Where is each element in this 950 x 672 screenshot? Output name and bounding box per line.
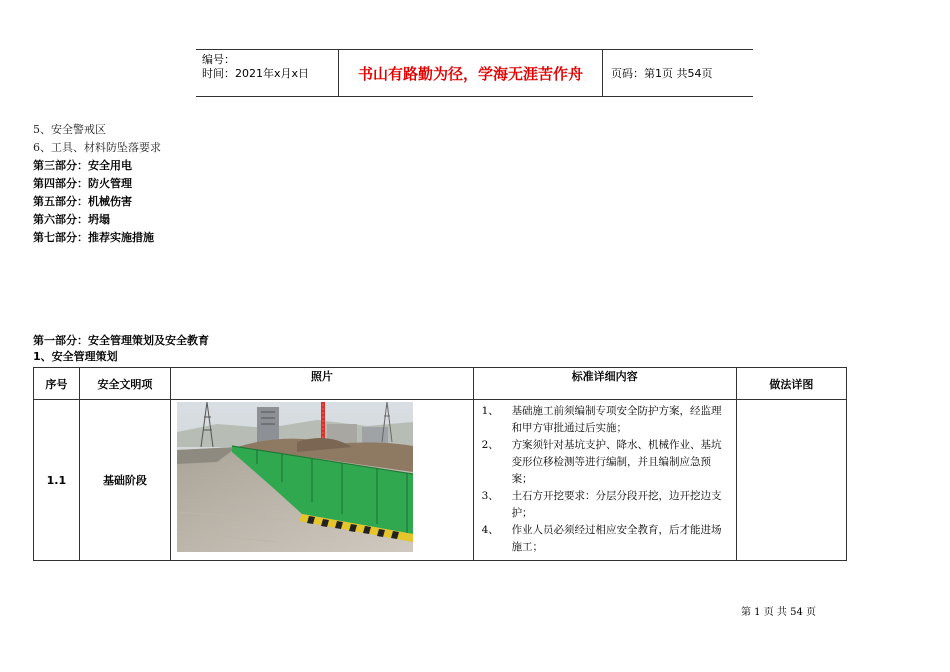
list-item-text: 土石方开挖要求：分层分段开挖，边开挖边支护； xyxy=(511,490,722,519)
toc-list xyxy=(33,121,161,247)
toc-item: 第六部分：坍塌 xyxy=(33,213,110,226)
toc-item: 6、工具、材料防坠落要求 xyxy=(33,141,161,154)
toc-item: 5、安全警戒区 xyxy=(33,123,106,136)
list-item-text: 方案须针对基坑支护、降水、机械作业、基坑变形位移检测等进行编制，并且编制应急预案； xyxy=(511,439,722,485)
col-header-standard: 标准详细内容 xyxy=(473,368,736,400)
row-method-cell xyxy=(736,400,846,561)
safety-table xyxy=(33,367,847,561)
table-row xyxy=(34,400,847,561)
toc-item: 第四部分：防火管理 xyxy=(33,177,132,190)
page-header xyxy=(196,49,753,97)
toc-item: 第三部分：安全用电 xyxy=(33,159,132,172)
list-item-text: 作业人员必须经过相应安全教育，后才能进场施工； xyxy=(511,524,722,553)
list-item xyxy=(482,403,730,437)
header-page-info: 页码：第1页 共54页 xyxy=(611,67,713,80)
col-header-no: 序号 xyxy=(34,368,80,400)
list-item-number: 4、 xyxy=(481,524,499,536)
section-subtitle: 1、安全管理策划 xyxy=(33,350,118,363)
col-header-photo: 照片 xyxy=(171,368,473,400)
list-item xyxy=(482,488,730,522)
toc-item: 第五部分：机械伤害 xyxy=(33,195,132,208)
toc-item: 第七部分：推荐实施措施 xyxy=(33,231,154,244)
construction-site-photo xyxy=(177,402,413,552)
page-footer: 第 1 页 共 54 页 xyxy=(741,607,816,618)
date-line: 时间：2021年x月x日 xyxy=(202,67,310,80)
list-item xyxy=(482,437,730,488)
standards-list xyxy=(474,400,736,556)
list-item-number: 3、 xyxy=(481,490,499,502)
header-meta-cell xyxy=(196,50,339,96)
row-item: 基础阶段 xyxy=(79,400,170,561)
list-item-number: 2、 xyxy=(481,439,499,451)
table-header-row xyxy=(34,368,847,400)
header-motto: 书山有路勤为径，学海无涯苦作舟 xyxy=(339,50,603,96)
list-item-number: 1、 xyxy=(481,405,499,417)
list-item xyxy=(482,522,730,556)
row-photo-cell xyxy=(171,400,473,561)
col-header-item: 安全文明项 xyxy=(79,368,170,400)
row-no: 1.1 xyxy=(34,400,80,561)
row-standards-cell xyxy=(473,400,736,561)
list-item-text: 基础施工前须编制专项安全防护方案，经监理和甲方审批通过后实施； xyxy=(511,405,722,434)
serial-label: 编号： xyxy=(202,53,235,66)
section-title: 第一部分：安全管理策划及安全教育 xyxy=(33,334,209,347)
col-header-method: 做法详图 xyxy=(736,368,846,400)
